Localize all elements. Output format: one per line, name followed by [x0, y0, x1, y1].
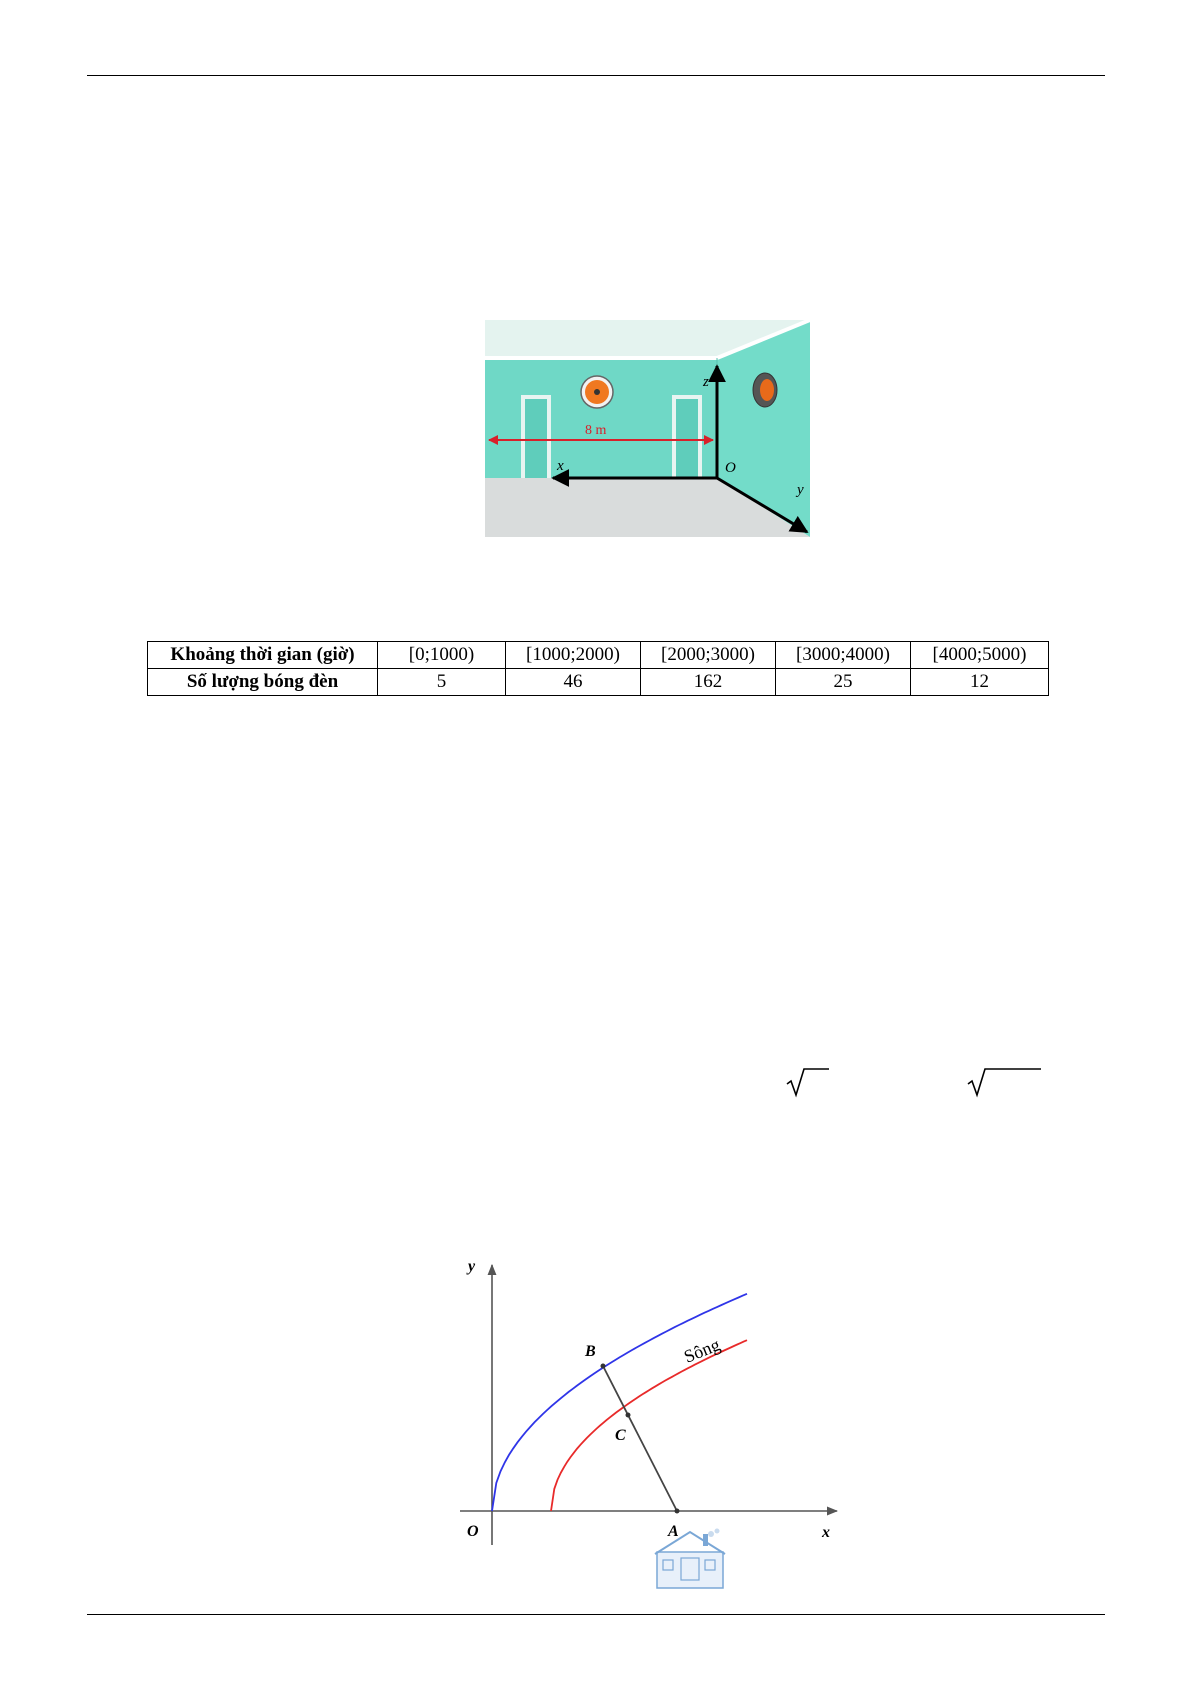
point-b	[601, 1364, 606, 1369]
label-z: z	[703, 374, 709, 390]
interval-cell: [1000;2000)	[506, 642, 641, 669]
label-c: C	[615, 1427, 626, 1444]
table-row	[148, 669, 1049, 696]
label-x: x	[557, 458, 564, 474]
label-b: B	[585, 1343, 596, 1360]
river-figure	[455, 1255, 855, 1595]
point-a	[675, 1509, 680, 1514]
label-y: y	[468, 1258, 476, 1275]
count-cell: 5	[378, 669, 506, 696]
label-o: O	[467, 1523, 479, 1540]
label-x: x	[822, 1524, 830, 1541]
label-river: Sông	[681, 1334, 723, 1367]
lower-curve	[551, 1340, 747, 1511]
label-width: 8 m	[585, 423, 607, 438]
point-c	[626, 1413, 631, 1418]
factory-icon	[655, 1529, 725, 1589]
label-y: y	[797, 482, 804, 498]
footer-rule	[87, 1614, 1105, 1615]
count-cell: 12	[911, 669, 1049, 696]
row-header-interval: Khoảng thời gian (giờ)	[148, 642, 378, 669]
label-o: O	[725, 460, 736, 476]
fan-side-icon	[753, 373, 777, 407]
door-right	[672, 395, 702, 478]
count-cell: 162	[641, 669, 776, 696]
upper-curve	[492, 1294, 747, 1511]
count-cell: 46	[506, 669, 641, 696]
count-cell: 25	[776, 669, 911, 696]
door-left	[521, 395, 551, 478]
radical-sign-long	[966, 1066, 1042, 1098]
interval-cell: [4000;5000)	[911, 642, 1049, 669]
header-rule	[87, 75, 1105, 76]
interval-cell: [3000;4000)	[776, 642, 911, 669]
interval-cell: [0;1000)	[378, 642, 506, 669]
fan-back-icon	[581, 376, 613, 408]
room-figure	[485, 320, 810, 537]
interval-cell: [2000;3000)	[641, 642, 776, 669]
label-a: A	[668, 1523, 679, 1540]
frequency-table	[147, 641, 1049, 696]
row-header-count: Số lượng bóng đèn	[148, 669, 378, 696]
table-row	[148, 642, 1049, 669]
radical-sign-short	[785, 1066, 830, 1098]
